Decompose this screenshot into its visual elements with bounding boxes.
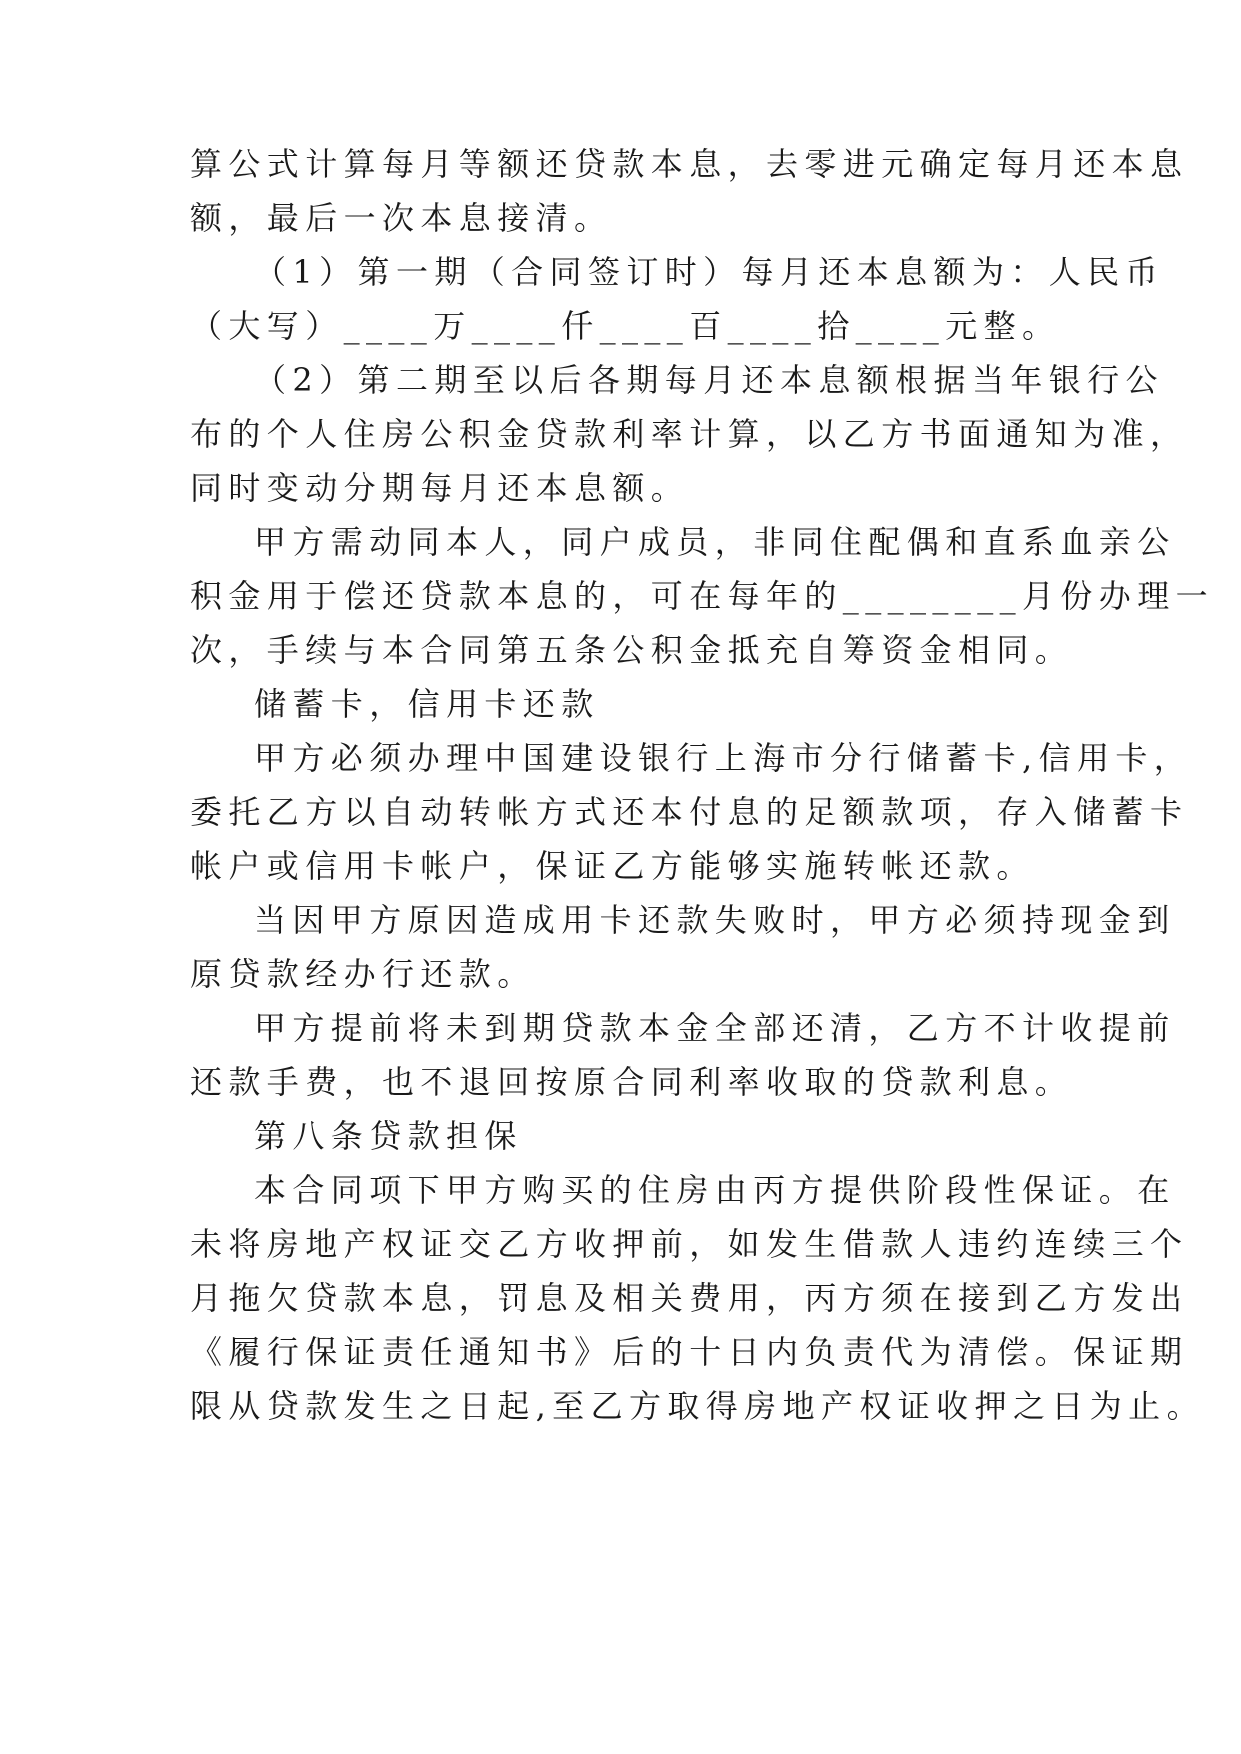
text-line: 同时变动分期每月还本息额。 [190,469,690,507]
text-line: 本合同项下甲方购买的住房由丙方提供阶段性保证。在 [254,1171,1176,1209]
text-line: 委托乙方以自动转帐方式还本付息的足额款项，存入储蓄卡 [190,793,1189,831]
text-line: （大写）____万____仟____百____拾____元整。 [190,307,1061,345]
text-line: 布的个人住房公积金贷款利率计算，以乙方书面通知为准， [190,415,1189,453]
text-line: 次，手续与本合同第五条公积金抵充自筹资金相同。 [190,631,1074,669]
text-line: 当因甲方原因造成用卡还款失败时，甲方必须持现金到 [254,901,1176,939]
text-line: （2）第二期至以后各期每月还本息额根据当年银行公 [254,361,1164,399]
text-line: 《履行保证责任通知书》后的十日内负责代为清偿。保证期 [190,1333,1189,1371]
text-line: 额，最后一次本息接清。 [190,199,613,237]
text-line: 限从贷款发生之日起,至乙方取得房地产权证收押之日为止。 [190,1387,1205,1425]
text-line: 甲方需动同本人，同户成员，非同住配偶和直系血亲公 [254,523,1176,561]
text-line: 还款手费，也不退回按原合同利率收取的贷款利息。 [190,1063,1074,1101]
section-heading: 储蓄卡，信用卡还款 [254,685,600,723]
section-heading: 第八条贷款担保 [254,1117,523,1155]
text-line: 月拖欠贷款本息，罚息及相关费用，丙方须在接到乙方发出 [190,1279,1189,1317]
text-line: 积金用于偿还贷款本息的，可在每年的________月份办理一 [190,577,1215,615]
text-line: 甲方提前将未到期贷款本金全部还清，乙方不计收提前 [254,1009,1176,1047]
text-line: 算公式计算每月等额还贷款本息，去零进元确定每月还本息 [190,145,1189,183]
text-line: 帐户或信用卡帐户，保证乙方能够实施转帐还款。 [190,847,1035,885]
text-line: 未将房地产权证交乙方收押前，如发生借款人违约连续三个 [190,1225,1189,1263]
text-line: （1）第一期（合同签订时）每月还本息额为：人民币 [254,253,1164,291]
text-line: 甲方必须办理中国建设银行上海市分行储蓄卡,信用卡， [254,739,1193,777]
text-line: 原贷款经办行还款。 [190,955,536,993]
